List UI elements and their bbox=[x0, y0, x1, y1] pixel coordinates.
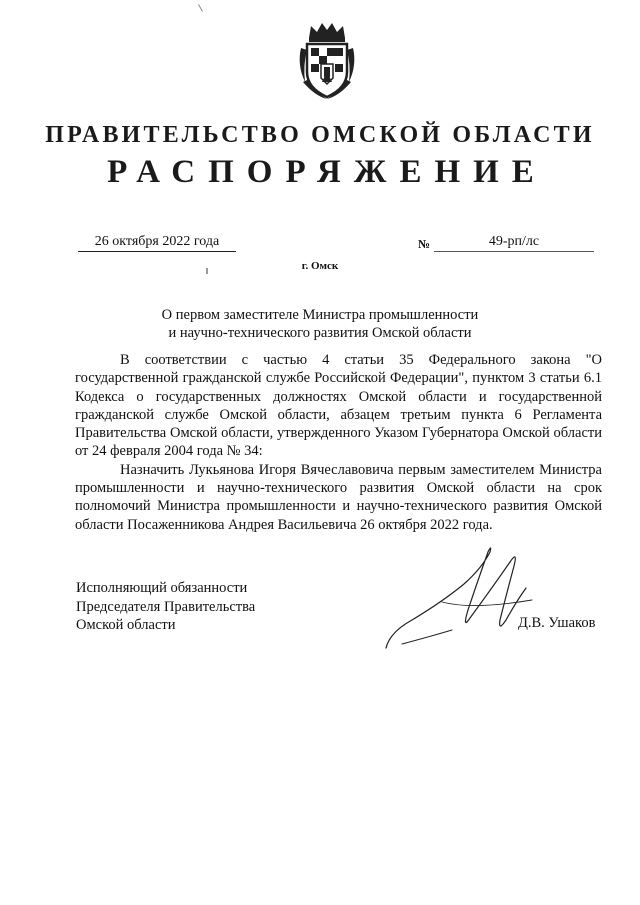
scan-artifact bbox=[198, 4, 203, 11]
document-subject bbox=[0, 306, 640, 342]
signatory-name: Д.В. Ушаков bbox=[518, 615, 596, 631]
document-date: 26 октября 2022 года bbox=[78, 234, 236, 252]
signatory-title-line: Омской области bbox=[76, 617, 176, 633]
signatory-title bbox=[76, 579, 255, 635]
signatory-title-line: Исполняющий обязанности bbox=[76, 580, 248, 596]
scan-artifact bbox=[206, 268, 208, 274]
number-label: № bbox=[418, 237, 431, 251]
handwritten-signature bbox=[382, 540, 542, 655]
subject-line: и научно-технического развития Омской области bbox=[168, 325, 472, 341]
document-city: г. Омск bbox=[301, 260, 339, 272]
signatory-title-line: Председателя Правительства bbox=[76, 598, 256, 615]
body-paragraph: Назначить Лукьянова Игоря Вячеславовича первым заместителем Министра промышленности и научно-технического развития Омской области на срок полномочий Министра промышленности и научно-технического развития Омской области Посаженникова Андрея Васильевича 26 октября 2022 года. bbox=[75, 461, 602, 533]
document-number: 49-рп/лс bbox=[434, 234, 594, 252]
body-paragraph: В соответствии с частью 4 статьи 35 Федерального закона "О государственной гражданской службе Российской Федерации", пунктом 3 статьи 6.1 Кодекса о государственных должностях Омской области и государственной гражданской службе Омской области, абзацем третьим пункта 6 Регламента Правительства Омской области, утвержденного Указом Губернатора Омской области от 24 февраля 2004 года № 34: bbox=[75, 352, 602, 460]
document-type: РАСПОРЯЖЕНИЕ bbox=[107, 154, 547, 190]
document-body bbox=[75, 351, 602, 534]
coat-of-arms-icon bbox=[297, 20, 357, 100]
subject-line: О первом заместителе Министра промышленности bbox=[161, 307, 479, 323]
organization-name: ПРАВИТЕЛЬСТВО ОМСКОЙ ОБЛАСТИ bbox=[45, 122, 595, 148]
